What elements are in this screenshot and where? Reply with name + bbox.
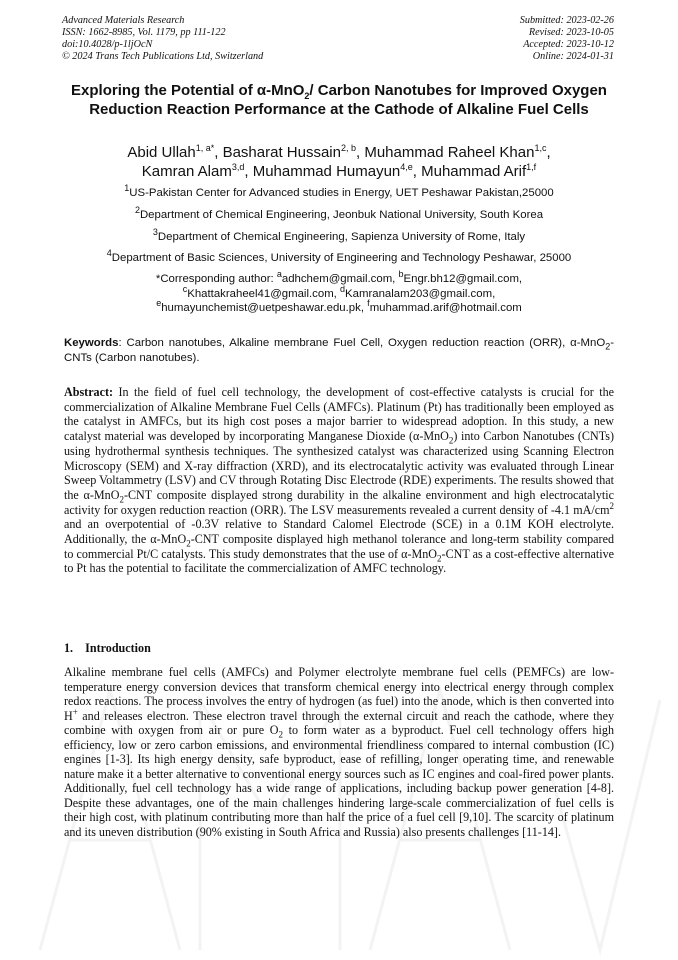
author: Basharat Hussain$^{2, b}$, (222, 143, 365, 161)
email-link[interactable]: muhammad.arif@hotmail.com (369, 302, 522, 314)
affiliation: $^4$Department of Basic Sciences, University of Engineering and Technology Peshawar, 25000 (106, 248, 572, 264)
publication-dates (520, 15, 614, 63)
email-link[interactable]: adhchem@gmail.com, (281, 273, 399, 285)
journal-issn: ISSN: 1662-8985, Vol. 1179, pp 111-122 (62, 27, 226, 38)
introduction-paragraph: Alkaline membrane fuel cells (AMFCs) and Polymer electrolyte membrane fuel cells (PEMFCs) are low-temperature energy conversion devices that transform chemical energy into electrical energy through complex redox reactions. The process involves the entry of hydrogen (as fuel) into the anode, which is then converted into H+ and releases electron. These electron travel through the external circuit and reach the cathode, where they combine with oxygen from air or pure $O_2$ to form water as a byproduct. Fuel cell technology offers high efficiency, low or zero carbon emissions, and environmental friendliness compared to internal combustion (IC) engines [1-3]. Its high energy density, safe byproduct, ease of refilling, longer operating time, and renewable nature make it a better alternative to conventional energy sources such as IC engines and coal-fired power plants. Additionally, fuel cell technology has a wide range of applications, including backup power generation [4-8]. Despite these advantages, one of the main challenges hindering large-scale commercialization of fuel cells is their high cost, with platinum contributing more than half the price of a fuel cell [9,10]. The scarcity of platinum and its uneven distribution (90% existing in South Africa and Russia) also presents challenges [11-14]. (64, 665, 614, 840)
email-link[interactable]: Khattakraheel41@gmail.com, (187, 287, 341, 300)
affiliation: $^2$Department of Chemical Engineering, Jeonbuk National University, South Korea (134, 205, 544, 221)
author: Kamran Alam$^{3,d}$, (141, 162, 253, 180)
section-heading-introduction: 1. Introduction (64, 641, 151, 655)
author: Muhammad Humayun$^{4,e}$, (252, 162, 422, 180)
paper-title: Exploring the Potential of α-MnO$_2$/ Carbon Nanotubes for Improved Oxygen Reduction Reaction Performance at the Cathode of Alkaline Fuel Cells (71, 82, 607, 118)
journal-header (62, 15, 614, 65)
keywords: Keywords: Carbon nanotubes, Alkaline membrane Fuel Cell, Oxygen reduction reaction (ORR), α-MnO$_2$-CNTs (Carbon nanotubes). (64, 337, 614, 364)
author-list (40, 143, 638, 181)
abstract: Abstract: In the field of fuel cell technology, the development of cost-effective catalysts is crucial for the commercialization of Alkaline Membrane Fuel Cells (AMFCs). Platinum (Pt) has traditionally been employed as the catalyst in AMFCs, but its high cost poses a major barrier to widespread adoption. In this study, a new catalyst material was developed by incorporating Manganese Dioxide (α-MnO$_2$) into Carbon Nanotubes (CNTs) using hydrothermal synthesis techniques. The synthesized catalyst was characterized using Scanning Electron Microscopy (SEM) and X-ray diffraction (XRD), and its electrocatalytic activity was evaluated through Linear Sweep Voltammetry (LSV) and CV through Rotating Disc Electrode (RDE) experiments. The results showed that the α-MnO$_2$-CNT composite displayed strong durability in the alkaline environment and high electrocatalytic activity for oxygen reduction reaction (ORR). The LSV measurements revealed a current density of -4.1 $mA/cm^2$ and an overpotential of -0.3V relative to Standard Calomel Electrode (SCE) in a 0.1M KOH electrolyte. Additionally, the α-MnO$_2$-CNT composite displayed high methanol tolerance and long-term stability compared to commercial Pt/C catalysts. This study demonstrates that the use of α-MnO$_2$-CNT as a cost-effective alternative to Pt has the potential to facilitate the commercialization of AMFC technology. (64, 385, 614, 576)
author: Muhammad Arif$^{1,f}$ (421, 162, 537, 180)
date-online: Online: 2024-01-31 (532, 51, 614, 62)
abstract-label: Abstract: (64, 385, 114, 399)
date-revised: Revised: 2023-10-05 (528, 27, 614, 38)
date-accepted: Accepted: 2023-10-12 (523, 39, 614, 50)
email-link[interactable]: Engr.bh12@gmail.com, (403, 273, 523, 285)
email-link[interactable]: Kamranalam203@gmail.com, (345, 287, 496, 300)
journal-doi[interactable]: doi:10.4028/p-1ljOcN (62, 39, 153, 50)
keywords-label: Keywords (64, 337, 119, 349)
journal-copyright: © 2024 Trans Tech Publications Ltd, Switzerland (62, 51, 264, 62)
author: Abid Ullah$^{1, a*}$, (127, 143, 223, 161)
author: Muhammad Raheel Khan$^{1,c}$, (364, 143, 551, 161)
email-link[interactable]: humayunchemist@uetpeshawar.edu.pk, (161, 302, 368, 314)
date-submitted: Submitted: 2023-02-26 (519, 15, 614, 26)
corresponding-authors: *Corresponding author: $^a$adhchem@gmail.com, $^b$Engr.bh12@gmail.com, $^c$Khattakraheel41@gmail.com, $^d$Kamranalam203@gmail.com, $^e$humayunchemist@uetpeshawar.edu.pk, $^f$muhammad.arif@hotmail.com (155, 269, 523, 314)
affiliation: $^1$US-Pakistan Center for Advanced studies in Energy, UET Peshawar Pakistan,25000 (124, 183, 554, 199)
journal-name: Advanced Materials Research (62, 15, 185, 26)
affiliation: $^3$Department of Chemical Engineering, Sapienza University of Rome, Italy (152, 227, 526, 243)
journal-info (62, 15, 263, 63)
